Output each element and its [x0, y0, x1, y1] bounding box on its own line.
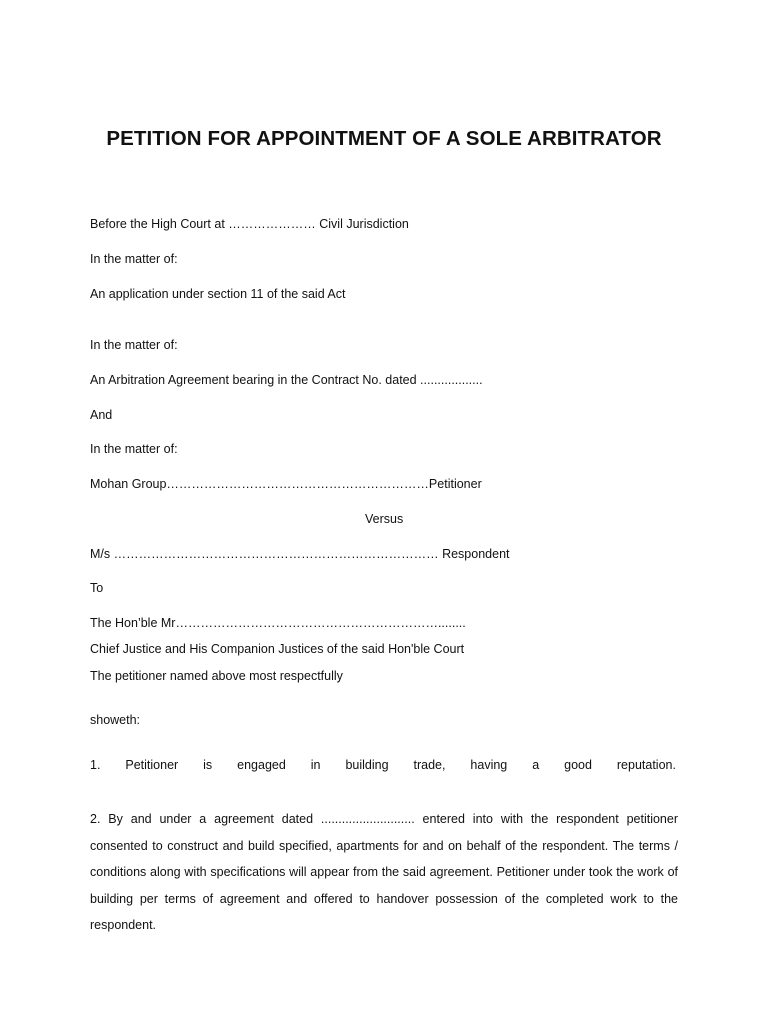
court-line: Before the High Court at ………………… Civil Jurisdiction: [90, 217, 409, 231]
showeth-line: showeth:: [90, 713, 141, 727]
paragraph-1-word: having: [470, 758, 508, 772]
paragraph-1-word: is: [203, 758, 213, 772]
paragraph-1-word: a: [532, 758, 540, 772]
paragraph-1-word: good: [564, 758, 592, 772]
application-line: An application under section 11 of the said Act: [90, 287, 346, 301]
to-line: To: [90, 581, 104, 595]
paragraph-1-word: engaged: [237, 758, 286, 772]
paragraph-1-word: trade,: [413, 758, 446, 772]
paragraph-1-word: in: [310, 758, 321, 772]
respondent-line: M/s …………………………………………………………………… Respondent: [90, 547, 510, 561]
respectfully-line: The petitioner named above most respectfully: [90, 669, 343, 683]
chief-justice-line: Chief Justice and His Companion Justices of the said Hon'ble Court: [90, 642, 465, 656]
matter-heading-3: In the matter of:: [90, 442, 178, 456]
honble-line: The Hon’ble Mr………………………………………………………........: [90, 616, 466, 630]
paragraph-1-text: [90, 757, 676, 773]
paragraph-1-word: building: [345, 758, 389, 772]
matter-heading-1: In the matter of:: [90, 252, 178, 266]
paragraph-1-word: reputation.: [616, 758, 676, 772]
versus-line: Versus: [365, 512, 404, 526]
paragraph-2: 2. By and under a agreement dated ........................... entered into with the respondent petitioner consented to construct and build specified, apartments for and on behalf of the respondent. The terms / conditions along with specifications will appear from the said agreement. Petitioner under took the work of building per terms of agreement and offered to handover possession of the completed work to the respondent.: [90, 812, 678, 932]
and-line: And: [90, 408, 113, 422]
paragraph-1: [90, 757, 676, 773]
paragraph-1-word: Petitioner: [125, 758, 179, 772]
paragraph-1-word: 1.: [90, 758, 101, 772]
matter-heading-2: In the matter of:: [90, 338, 178, 352]
petitioner-line: Mohan Group………………………………………………………Petitioner: [90, 477, 482, 491]
agreement-line: An Arbitration Agreement bearing in the Contract No. dated ..................: [90, 373, 483, 387]
document-title: PETITION FOR APPOINTMENT OF A SOLE ARBITRATOR: [106, 127, 662, 150]
